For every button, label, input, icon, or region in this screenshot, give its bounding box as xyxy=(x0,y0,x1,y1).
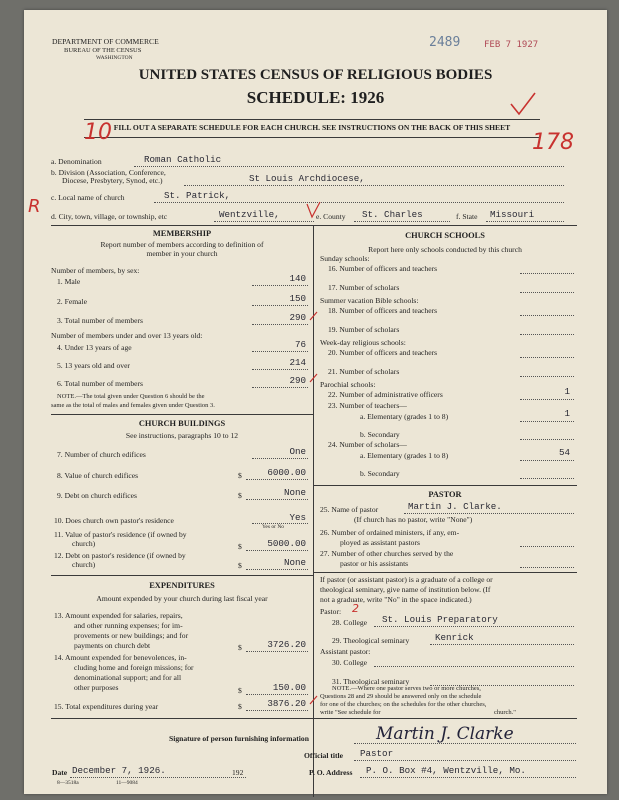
q14-value: 150.00 xyxy=(272,682,306,693)
q23a-label: a. Elementary (grades 1 to 8) xyxy=(360,412,449,421)
state-label: f. State xyxy=(456,212,478,221)
church-name-value: St. Patrick, xyxy=(164,190,231,201)
q25-value: Martin J. Clarke. xyxy=(408,501,502,512)
q15-label: 15. Total expenditures during year xyxy=(54,702,159,711)
official-title-label: Official title xyxy=(304,751,344,760)
buildings-sub: See instructions, paragraphs 10 to 12 xyxy=(125,431,239,440)
stamp-number: 2489 xyxy=(429,35,461,50)
q29-label: 29. Theological seminary xyxy=(332,636,410,645)
q6-label: 6. Total number of members xyxy=(57,379,144,388)
q13-label-3: provements or new buildings; and for xyxy=(74,631,189,640)
denomination-value: Roman Catholic xyxy=(144,154,222,165)
q1-value: 140 xyxy=(289,273,306,284)
pastor-label: Pastor: xyxy=(320,607,342,616)
q14-label-4: other purposes xyxy=(74,683,119,692)
red-checkmark-icon xyxy=(508,90,538,118)
red-annotation-178: 178 xyxy=(532,130,574,155)
q24a-label: a. Elementary (grades 1 to 8) xyxy=(360,451,449,460)
q24a-value: 54 xyxy=(558,447,570,458)
q12-value: None xyxy=(283,557,306,568)
membership-note-1: NOTE.—The total given under Question 6 should be the xyxy=(57,393,205,400)
red-annotation-r: R xyxy=(28,196,41,217)
q12-label: 12. Debt on pastor's residence (if owned by xyxy=(54,551,186,560)
q30-label: 30. College xyxy=(332,658,368,667)
red-annotation-2: 2 xyxy=(352,602,359,615)
q4-value: 76 xyxy=(294,339,306,350)
q23-label: 23. Number of teachers— xyxy=(328,401,407,410)
pastor-note-1: NOTE.—Where one pastor serves two or more churches, xyxy=(332,685,481,692)
red-tick-icon xyxy=(308,694,320,708)
red-tick-icon xyxy=(308,310,320,324)
q31-label: 31. Theological seminary xyxy=(332,677,410,686)
parochial-label: Parochial schools: xyxy=(320,380,376,389)
q3-value: 290 xyxy=(289,312,306,323)
schedule-title: SCHEDULE: 1926 xyxy=(246,88,385,107)
membership-note-2: same as the total of males and females given under Question 3. xyxy=(51,402,215,409)
county-label: e. County xyxy=(316,212,346,221)
summer-label: Summer vacation Bible schools: xyxy=(320,296,419,305)
q13-label: 13. Amount expended for salaries, repairs, xyxy=(54,611,183,620)
q8-label: 8. Value of church edifices xyxy=(57,471,139,480)
q10-value: Yes xyxy=(289,512,306,523)
po-address-value: P. O. Box #4, Wentzville, Mo. xyxy=(366,765,526,776)
q17-label: 17. Number of scholars xyxy=(328,283,400,292)
division-label: b. Division (Association, Conference, xyxy=(51,168,166,177)
state-value: Missouri xyxy=(490,209,535,220)
q24-label: 24. Number of scholars— xyxy=(328,440,407,449)
sunday-label: Sunday schools: xyxy=(320,254,370,263)
q5-label: 5. 13 years old and over xyxy=(57,361,130,370)
membership-title: MEMBERSHIP xyxy=(152,229,212,238)
q3-label: 3. Total number of members xyxy=(57,316,144,325)
q25-label: 25. Name of pastor xyxy=(320,505,379,514)
q12-label-2: church) xyxy=(72,560,96,569)
q6-value: 290 xyxy=(289,375,306,386)
dept-text: DEPARTMENT OF COMMERCE xyxy=(52,37,159,46)
pastor-note-4: write "See schedule for xyxy=(320,709,381,716)
q29-value: Kenrick xyxy=(435,632,474,643)
q14-label-2: cluding home and foreign missions; for xyxy=(74,663,194,672)
red-tick-icon xyxy=(305,200,323,220)
date-suffix: 192 xyxy=(232,768,244,777)
q22-label: 22. Number of administrative officers xyxy=(328,390,443,399)
q8-value: 6000.00 xyxy=(267,467,306,478)
signature-label: Signature of person furnishing information xyxy=(169,734,309,743)
stamp-date: FEB 7 1927 xyxy=(484,40,539,50)
pastor-title: PASTOR xyxy=(428,490,462,499)
q11-dollar: $ xyxy=(238,542,242,551)
q9-dollar: $ xyxy=(238,491,242,500)
county-value: St. Charles xyxy=(362,209,423,220)
form-code-2: 11—9084 xyxy=(116,780,138,786)
q14-dollar: $ xyxy=(238,686,242,695)
q28-label: 28. College xyxy=(332,618,368,627)
q18-label: 18. Number of officers and teachers xyxy=(328,306,438,315)
q12-dollar: $ xyxy=(238,561,242,570)
assistant-label: Assistant pastor: xyxy=(320,647,371,656)
q27-label: 27. Number of other churches served by the xyxy=(320,549,454,558)
q14-label: 14. Amount expended for benevolences, in- xyxy=(54,653,187,662)
city-label: d. City, town, village, or township, etc xyxy=(51,212,168,221)
date-value: December 7, 1926. xyxy=(72,765,166,776)
official-title-value: Pastor xyxy=(360,748,394,759)
q24b-label: b. Secondary xyxy=(360,469,400,478)
q8-dollar: $ xyxy=(238,471,242,480)
q15-dollar: $ xyxy=(238,702,242,711)
q7-label: 7. Number of church edifices xyxy=(57,450,146,459)
q27-label-2: pastor or his assistants xyxy=(340,559,409,568)
q5-value: 214 xyxy=(289,357,306,368)
q20-label: 20. Number of officers and teachers xyxy=(328,348,438,357)
q22-value: 1 xyxy=(564,386,570,397)
date-label: Date xyxy=(52,768,68,777)
pastor-note-2: Questions 28 and 29 should be answered only on the schedule xyxy=(320,693,482,700)
red-annotation-10: 10 xyxy=(84,120,112,145)
q7-value: One xyxy=(289,446,306,457)
q26-label-2: ployed as assistant pastors xyxy=(340,538,420,547)
church-name-label: c. Local name of church xyxy=(51,193,125,202)
instruction-line-3: not a graduate, write "No" in the space indicated.) xyxy=(320,595,472,604)
q26-label: 26. Number of ordained ministers, if any, em- xyxy=(320,528,460,537)
q1-label: 1. Male xyxy=(57,277,81,286)
q13-dollar: $ xyxy=(238,643,242,652)
q9-value: None xyxy=(283,487,306,498)
q4-label: 4. Under 13 years of age xyxy=(57,343,132,352)
buildings-title: CHURCH BUILDINGS xyxy=(138,419,226,428)
instruction-line: FILL OUT A SEPARATE SCHEDULE FOR EACH CHURCH. SEE INSTRUCTIONS ON THE BACK OF THIS SHEET xyxy=(113,123,511,132)
q13-label-4: payments on church debt xyxy=(74,641,151,650)
po-address-label: P. O. Address xyxy=(309,768,353,777)
q15-value: 3876.20 xyxy=(267,698,306,709)
q13-label-2: and other running expenses; for im- xyxy=(74,621,183,630)
q11-label-2: church) xyxy=(72,539,96,548)
q11-value: 5000.00 xyxy=(267,538,306,549)
city-value: Wentzville, xyxy=(219,209,280,220)
denomination-label: a. Denomination xyxy=(51,157,102,166)
red-tick-icon xyxy=(308,372,320,386)
q13-value: 3726.20 xyxy=(267,639,306,650)
q23b-label: b. Secondary xyxy=(360,430,400,439)
schools-title: CHURCH SCHOOLS xyxy=(405,231,485,240)
membership-sub1: Report number of members according to definition of xyxy=(100,240,264,249)
q16-label: 16. Number of officers and teachers xyxy=(328,264,438,273)
expenditures-title: EXPENDITURES xyxy=(149,581,215,590)
yes-or-no-hint: Yes or No xyxy=(262,524,285,530)
q28-value: St. Louis Preparatory xyxy=(382,614,498,625)
census-schedule-sheet xyxy=(24,10,607,794)
age-label: Number of members under and over 13 years old: xyxy=(51,331,203,340)
sex-label: Number of members, by sex: xyxy=(51,266,140,275)
bureau-text: BUREAU OF THE CENSUS xyxy=(64,47,142,54)
q2-value: 150 xyxy=(289,293,306,304)
form-code-1: 8—3518a xyxy=(57,780,79,786)
q10-label: 10. Does church own pastor's residence xyxy=(54,516,174,525)
q2-label: 2. Female xyxy=(57,297,87,306)
form-title: UNITED STATES CENSUS OF RELIGIOUS BODIES xyxy=(138,67,493,83)
q19-label: 19. Number of scholars xyxy=(328,325,400,334)
q14-label-3: denominational support; and for all xyxy=(74,673,182,682)
pastor-note-3: for one of the churches; on the schedules for the other churches, xyxy=(320,701,487,708)
q23a-value: 1 xyxy=(564,408,570,419)
schools-sub: Report here only schools conducted by this church xyxy=(368,245,522,254)
q9-label: 9. Debt on church edifices xyxy=(57,491,137,500)
membership-sub2: member in your church xyxy=(146,249,218,258)
signature-value: Martin J. Clarke xyxy=(376,724,514,744)
city-text: WASHINGTON xyxy=(96,55,133,61)
weekday-label: Week-day religious schools: xyxy=(320,338,406,347)
pastor-note-5: church." xyxy=(494,709,516,716)
division-value: St Louis Archdiocese, xyxy=(249,173,365,184)
division-label-2: Diocese, Presbytery, Synod, etc.) xyxy=(62,176,163,185)
instruction-line-2: theological seminary, give name of institution below. (If xyxy=(320,585,491,594)
q25-hint: (If church has no pastor, write "None") xyxy=(354,515,473,524)
q21-label: 21. Number of scholars xyxy=(328,367,400,376)
instruction-line-1: If pastor (or assistant pastor) is a graduate of a college or xyxy=(320,575,493,584)
q11-label: 11. Value of pastor's residence (if owned by xyxy=(54,530,187,539)
expenditures-sub: Amount expended by your church during last fiscal year xyxy=(96,594,268,603)
